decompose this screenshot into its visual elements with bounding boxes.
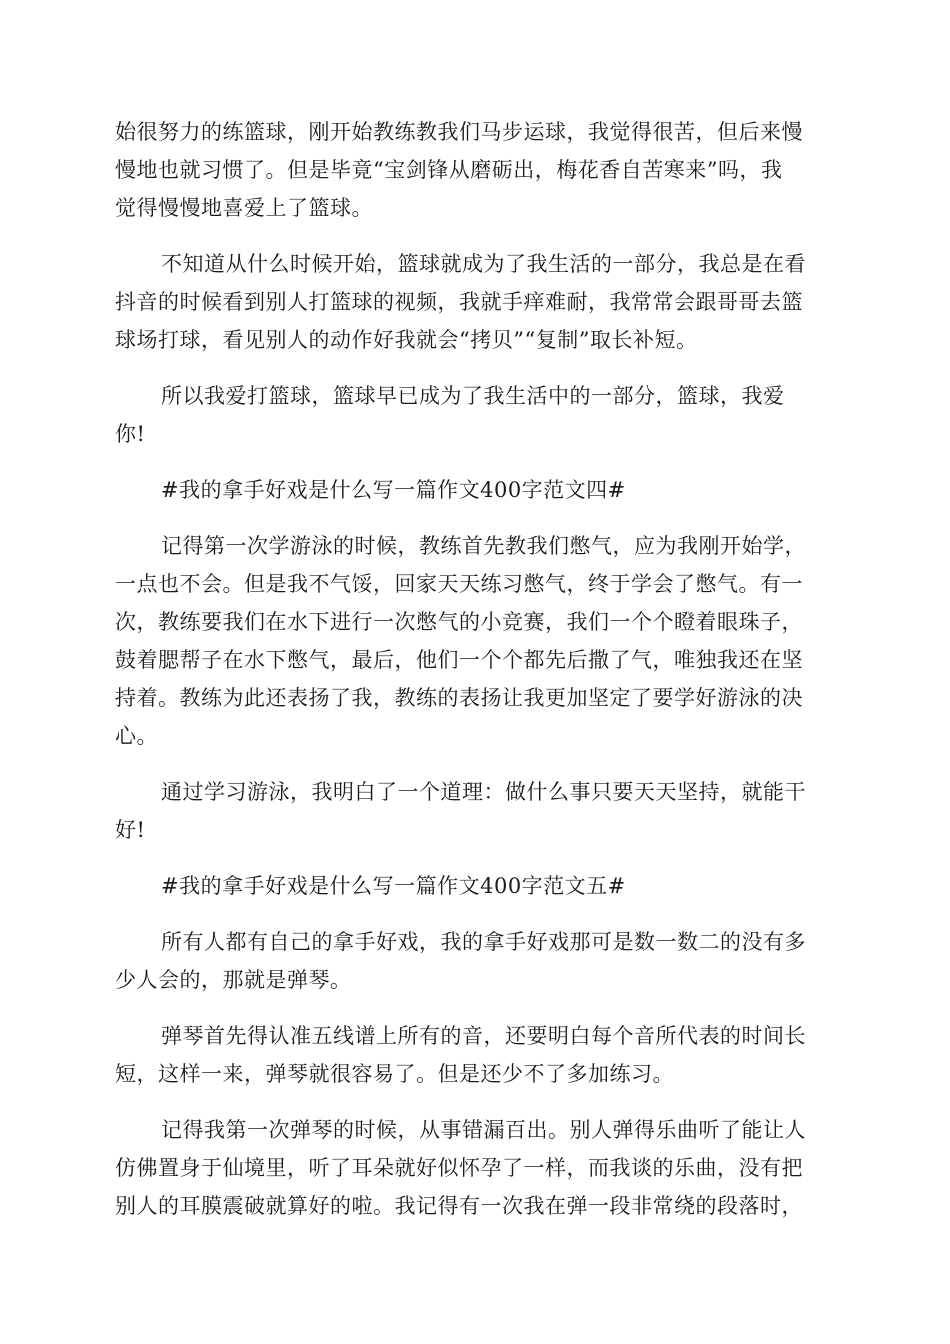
text-line: 所以我爱打篮球，篮球早已成为了我生活中的一部分，篮球，我爱	[161, 384, 785, 408]
paragraph-8	[115, 1111, 835, 1225]
paragraph-6	[115, 923, 835, 999]
text-line: 别人的耳膜震破就算好的啦。我记得有一次我在弹一段非常绕的段落时，	[115, 1194, 803, 1218]
text-line: 短，这样一来，弹琴就很容易了。但是还少不了多加练习。	[115, 1062, 674, 1086]
text-line: 始很努力的练篮球，刚开始教练教我们马步运球，我觉得很苦，但后来慢	[115, 120, 803, 144]
text-line: 通过学习游泳，我明白了一个道理：做什么事只要天天坚持，就能干	[161, 780, 806, 804]
text-line: 次，教练要我们在水下进行一次憋气的小竞赛，我们一个个瞪着眼珠子，	[115, 610, 803, 634]
section-heading-5	[115, 867, 835, 905]
text-line: 不知道从什么时候开始，篮球就成为了我生活的一部分，我总是在看	[161, 252, 806, 276]
text-line: 心。	[115, 724, 158, 748]
heading-line: #我的拿手好戏是什么写一篇作文400字范文四#	[161, 478, 626, 502]
paragraph-4	[115, 527, 835, 755]
text-line: 弹琴首先得认准五线谱上所有的音，还要明白每个音所代表的时间长	[161, 1024, 806, 1048]
paragraph-2	[115, 245, 835, 359]
text-line: 鼓着腮帮子在水下憋气，最后，他们一个个都先后撒了气，唯独我还在坚	[115, 648, 803, 672]
text-line: 球场打球，看见别人的动作好我就会“拷贝”“复制”取长补短。	[115, 328, 698, 352]
text-line: 所有人都有自己的拿手好戏，我的拿手好戏那可是数一数二的没有多	[161, 930, 806, 954]
text-line: 抖音的时候看到别人打篮球的视频，我就手痒难耐，我常常会跟哥哥去篮	[115, 290, 803, 314]
document-body	[115, 113, 835, 1225]
text-line: 少人会的，那就是弹琴。	[115, 968, 352, 992]
section-heading-4	[115, 471, 835, 509]
text-line: 你!	[115, 422, 146, 446]
text-line: 仿佛置身于仙境里，听了耳朵就好似怀孕了一样，而我谈的乐曲，没有把	[115, 1156, 803, 1180]
text-line: 觉得慢慢地喜爱上了篮球。	[115, 196, 373, 220]
text-line: 记得第一次学游泳的时候，教练首先教我们憋气，应为我刚开始学，	[161, 534, 806, 558]
text-line: 好!	[115, 818, 146, 842]
heading-line: #我的拿手好戏是什么写一篇作文400字范文五#	[161, 874, 626, 898]
paragraph-3	[115, 377, 835, 453]
text-line: 持着。教练为此还表扬了我，教练的表扬让我更加坚定了要学好游泳的决	[115, 686, 803, 710]
text-line: 一点也不会。但是我不气馁，回家天天练习憋气，终于学会了憋气。有一	[115, 572, 803, 596]
paragraph-7	[115, 1017, 835, 1093]
paragraph-5	[115, 773, 835, 849]
text-line: 记得我第一次弹琴的时候，从事错漏百出。别人弹得乐曲听了能让人	[161, 1118, 806, 1142]
text-line: 慢地也就习惯了。但是毕竟“宝剑锋从磨砺出，梅花香自苦寒来”吗，我	[115, 158, 783, 182]
paragraph-1	[115, 113, 835, 227]
